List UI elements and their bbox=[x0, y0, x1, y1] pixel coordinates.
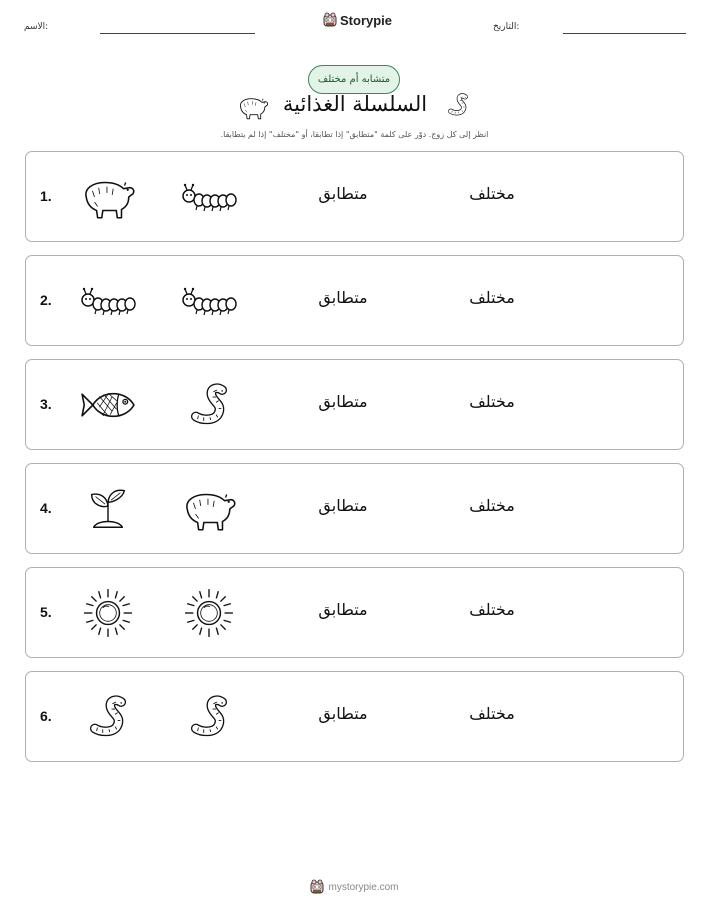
worm-icon bbox=[86, 695, 130, 739]
same-option[interactable]: متطابق bbox=[318, 184, 368, 203]
picture-b bbox=[179, 588, 239, 638]
caterpillar-icon bbox=[181, 285, 237, 317]
exercise-row bbox=[25, 151, 684, 242]
mascot-icon bbox=[310, 880, 324, 895]
sprout-icon bbox=[84, 486, 132, 532]
same-option[interactable]: متطابق bbox=[318, 392, 368, 411]
name-line[interactable] bbox=[100, 33, 255, 34]
picture-a bbox=[78, 276, 138, 326]
title-row bbox=[0, 90, 709, 126]
sun-icon bbox=[82, 587, 134, 639]
bear-icon bbox=[181, 486, 237, 532]
picture-b bbox=[179, 484, 239, 534]
same-option[interactable]: متطابق bbox=[318, 288, 368, 307]
picture-a bbox=[78, 172, 138, 222]
instructions: انظر إلى كل زوج. دوّر على كلمة "متطابق" إذا تطابقا، أو "مختلف" إذا لم يتطابقا. bbox=[220, 130, 489, 139]
picture-a bbox=[78, 484, 138, 534]
row-number: 4. bbox=[40, 500, 52, 516]
caterpillar-icon bbox=[181, 181, 237, 213]
picture-b bbox=[179, 172, 239, 222]
footer-url[interactable]: mystorypie.com bbox=[328, 882, 399, 893]
name-label: الاسم: bbox=[24, 22, 49, 32]
picture-a bbox=[78, 588, 138, 638]
same-option[interactable]: متطابق bbox=[318, 600, 368, 619]
different-option[interactable]: مختلف bbox=[469, 704, 515, 723]
different-option[interactable]: مختلف bbox=[469, 288, 515, 307]
row-number: 3. bbox=[40, 396, 52, 412]
sun-icon bbox=[183, 587, 235, 639]
row-number: 2. bbox=[40, 292, 52, 308]
page-title: السلسلة الغذائية bbox=[282, 92, 428, 116]
worm-icon bbox=[187, 383, 231, 427]
bear-icon bbox=[80, 174, 136, 220]
picture-a bbox=[78, 692, 138, 742]
different-option[interactable]: مختلف bbox=[469, 392, 515, 411]
picture-b bbox=[179, 380, 239, 430]
caterpillar-icon bbox=[80, 285, 136, 317]
picture-b bbox=[179, 692, 239, 742]
exercise-row bbox=[25, 671, 684, 762]
same-option[interactable]: متطابق bbox=[318, 704, 368, 723]
exercise-row bbox=[25, 255, 684, 346]
row-number: 1. bbox=[40, 188, 52, 204]
exercise-row bbox=[25, 463, 684, 554]
fish-icon bbox=[81, 386, 135, 424]
footer bbox=[0, 880, 709, 895]
category-badge: متشابه أم مختلف bbox=[308, 65, 400, 94]
same-option[interactable]: متطابق bbox=[318, 496, 368, 515]
row-number: 5. bbox=[40, 604, 52, 620]
picture-a bbox=[78, 380, 138, 430]
worm-icon bbox=[446, 90, 470, 120]
row-number: 6. bbox=[40, 708, 52, 724]
different-option[interactable]: مختلف bbox=[469, 600, 515, 619]
date-label: التاريخ: bbox=[493, 22, 520, 32]
different-option[interactable]: مختلف bbox=[469, 496, 515, 515]
different-option[interactable]: مختلف bbox=[469, 184, 515, 203]
exercise-row bbox=[25, 567, 684, 658]
mascot-icon bbox=[323, 13, 337, 28]
brand-logo bbox=[323, 13, 392, 28]
picture-b bbox=[179, 276, 239, 326]
date-line[interactable] bbox=[563, 33, 686, 34]
worm-icon bbox=[187, 695, 231, 739]
exercise-row bbox=[25, 359, 684, 450]
brand-name: Storypie bbox=[340, 13, 393, 28]
bear-icon bbox=[236, 94, 270, 120]
